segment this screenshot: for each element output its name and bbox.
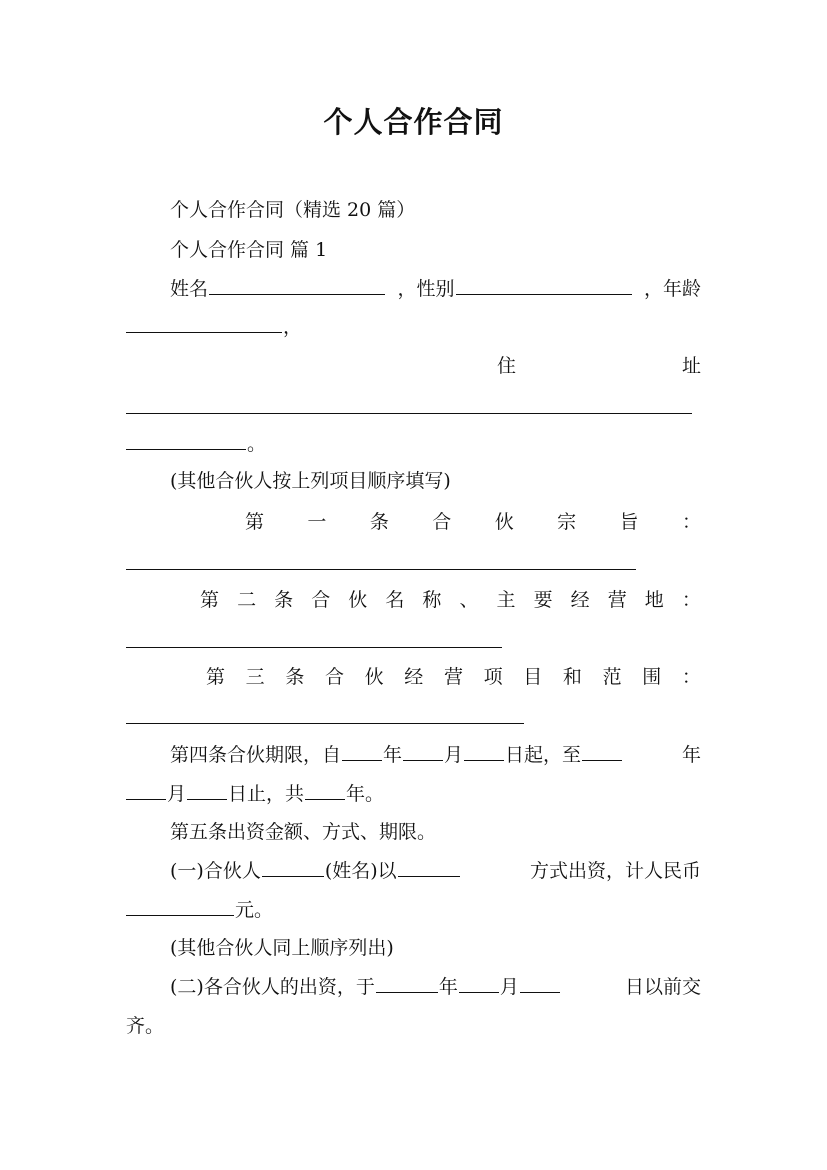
end-year-blank [582, 741, 622, 761]
end-year-label: 年 [681, 744, 701, 766]
article-3-char: ： [681, 666, 701, 688]
amount-blank [126, 896, 234, 916]
article-3-char: 目 [523, 666, 543, 688]
item-1-end: 元。 [235, 899, 274, 921]
start-day-label: 日起，至 [505, 744, 582, 766]
article-3-heading [206, 663, 701, 691]
article-3-char: 和 [562, 666, 582, 688]
end-month-label: 月 [167, 783, 187, 805]
article-3-char: 条 [285, 666, 305, 688]
article-2-char: 称 [422, 589, 442, 611]
article-2-char: 第 [200, 589, 220, 611]
item-1-prefix: (一)合伙人 [170, 860, 261, 882]
article-2-char: 地 [644, 589, 664, 611]
article-4-line-2 [126, 780, 384, 808]
article-2-char: 条 [274, 589, 294, 611]
deadline-year-blank [376, 973, 438, 993]
item-2-prefix: (二)各合伙人的出资，于 [170, 976, 375, 998]
article-3-char: 第 [206, 666, 226, 688]
article-3-blank [126, 723, 524, 724]
article-1-char: 第 [245, 511, 265, 533]
article-2-char: ： [681, 589, 701, 611]
name-field-group [170, 275, 386, 303]
article-3-char: 伙 [364, 666, 384, 688]
article-1-heading [245, 508, 701, 536]
article-1-char: 伙 [494, 511, 514, 533]
start-year-label: 年 [383, 744, 403, 766]
start-month-blank [403, 741, 443, 761]
article-4-text [170, 741, 623, 769]
address-line-2 [126, 430, 266, 458]
article-2-char: 要 [533, 589, 553, 611]
item-2-line-2: 齐。 [126, 1015, 165, 1037]
start-month-label: 月 [444, 744, 464, 766]
age-label: ，年龄 [643, 278, 701, 300]
article-3-char: 合 [324, 666, 344, 688]
total-years-blank [305, 780, 345, 800]
gender-blank [456, 275, 632, 295]
end-day-label: 日止，共 [228, 783, 305, 805]
article-3-char: 三 [245, 666, 265, 688]
name-blank [209, 275, 385, 295]
article-5-heading: 第五条出资金额、方式、期限。 [170, 821, 437, 843]
address-char-2: 址 [681, 355, 701, 377]
deadline-day-label: 日以前交 [624, 976, 701, 998]
item-1-text [170, 857, 461, 885]
gender-field-group [397, 275, 632, 303]
age-blank [126, 313, 282, 333]
deadline-year-label: 年 [438, 976, 458, 998]
age-line [126, 313, 302, 341]
section-heading: 个人合作合同 篇 1 [170, 239, 328, 261]
document-title: 个人合作合同 [323, 105, 504, 139]
article-2-heading [200, 586, 701, 614]
article-2-blank [126, 647, 502, 648]
article-4-line-1 [170, 741, 701, 769]
start-year-blank [342, 741, 382, 761]
item-1-line-2 [126, 896, 273, 924]
article-1-blank [126, 569, 636, 570]
article-2-char: 、 [459, 589, 479, 611]
address-label [497, 352, 701, 380]
deadline-month-label: 月 [499, 976, 519, 998]
item-2-text [170, 973, 561, 1001]
item-1-line-1 [170, 857, 701, 885]
article-3-char: 项 [483, 666, 503, 688]
personal-info-line [170, 275, 701, 303]
article-1-char: 宗 [557, 511, 577, 533]
deadline-day-blank [520, 973, 560, 993]
article-2-char: 经 [570, 589, 590, 611]
article-1-char: 一 [307, 511, 327, 533]
end-month-blank [126, 780, 166, 800]
article-3-char: 经 [404, 666, 424, 688]
end-day-blank [187, 780, 227, 800]
article-2-char: 伙 [348, 589, 368, 611]
article-2-char: 合 [311, 589, 331, 611]
item-1-name-suffix: (姓名)以 [324, 860, 397, 882]
article-2-char: 营 [607, 589, 627, 611]
start-day-blank [464, 741, 504, 761]
article-3-char: 围 [642, 666, 662, 688]
other-partners-note-1: (其他合伙人按上列项目顺序填写) [170, 470, 451, 492]
document-subtitle: 个人合作合同（精选 20 篇） [170, 199, 416, 221]
address-period: 。 [247, 433, 267, 455]
gender-label: ，性别 [397, 278, 455, 300]
article-3-char: 范 [602, 666, 622, 688]
article-2-char: 二 [237, 589, 257, 611]
article-3-char: 营 [443, 666, 463, 688]
item-1-method-suffix: 方式出资，计人民币 [529, 860, 701, 882]
name-label: 姓名 [170, 278, 209, 300]
deadline-month-blank [459, 973, 499, 993]
article-1-char: 旨 [619, 511, 639, 533]
article-1-char: ： [681, 511, 701, 533]
article-4-prefix: 第四条合伙期限，自 [170, 744, 342, 766]
address-char-1: 住 [497, 355, 517, 377]
age-comma: ， [283, 316, 303, 338]
article-2-char: 名 [385, 589, 405, 611]
address-blank-1 [126, 413, 692, 414]
address-blank-2 [126, 430, 246, 450]
other-partners-note-2: (其他合伙人同上顺序列出) [170, 937, 394, 959]
article-2-char: 主 [496, 589, 516, 611]
contribution-method-blank [398, 857, 460, 877]
article-1-char: 条 [369, 511, 389, 533]
item-2-line-1 [170, 973, 701, 1001]
total-years-label: 年。 [346, 783, 385, 805]
article-1-char: 合 [432, 511, 452, 533]
partner-name-blank [262, 857, 324, 877]
